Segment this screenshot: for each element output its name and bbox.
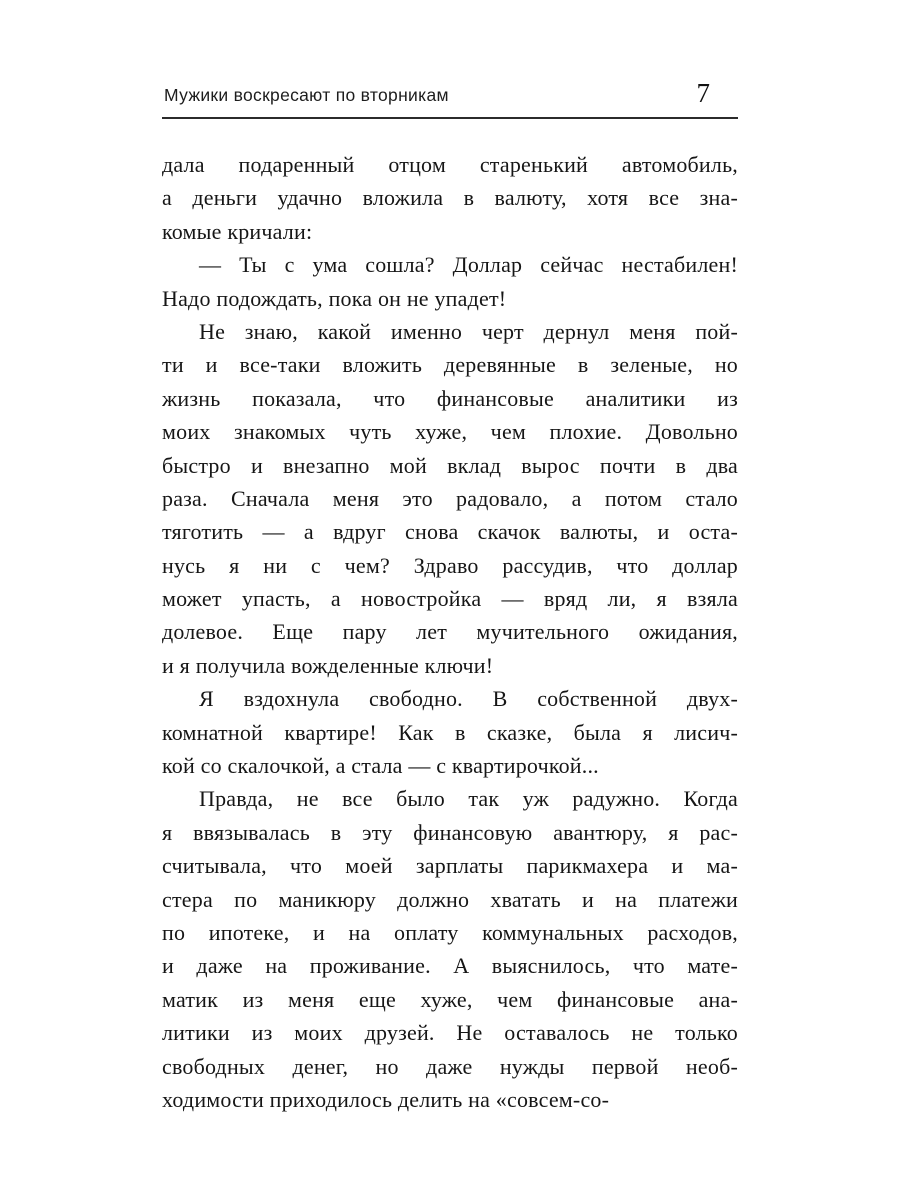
- text-line: Я вздохнула свободно. В собственной двух-: [199, 686, 738, 712]
- paragraph: [162, 148, 738, 248]
- paragraph: [162, 315, 738, 682]
- paragraph: [162, 682, 738, 782]
- page-content: [162, 78, 738, 1116]
- text-line: и я получила вожделенные ключи!: [162, 652, 494, 678]
- text-line: Не знаю, какой именно черт дернул меня пой-: [199, 318, 738, 344]
- text-line: литики из моих друзей. Не оставалось не только: [162, 1020, 738, 1046]
- text-line: стера по маникюру должно хватать и на платежи: [162, 886, 738, 912]
- text-line: кой со скалочкой, а стала — с квартирочкой...: [162, 753, 599, 779]
- paragraph: [162, 248, 738, 315]
- text-line: ходимости приходилось делить на «совсем-со-: [162, 1086, 610, 1112]
- text-line: считывала, что моей зарплаты парикмахера и ма-: [162, 853, 738, 879]
- text-line: дала подаренный отцом старенький автомобиль,: [162, 152, 738, 177]
- paragraph: [162, 782, 738, 1116]
- text-line: тяготить — а вдруг снова скачок валюты, и оста-: [162, 519, 738, 545]
- text-line: может упасть, а новостройка — вряд ли, я взяла: [162, 586, 738, 612]
- text-line: — Ты с ума сошла? Доллар сейчас нестабилен!: [199, 252, 738, 278]
- page-header: [162, 78, 738, 119]
- text-line: ти и все-таки вложить деревянные в зеленые, но: [162, 352, 738, 378]
- text-line: быстро и внезапно мой вклад вырос почти в два: [162, 452, 738, 478]
- text-line: а деньги удачно вложила в валюту, хотя все зна-: [162, 185, 738, 211]
- text-line: и даже на проживание. А выяснилось, что мате-: [162, 953, 738, 979]
- text-line: жизнь показала, что финансовые аналитики из: [162, 385, 738, 411]
- body-text: [162, 148, 738, 1116]
- text-line: нусь я ни с чем? Здраво рассудив, что доллар: [162, 552, 738, 578]
- text-line: Правда, не все было так уж радужно. Когда: [199, 786, 738, 812]
- text-line: свободных денег, но даже нужды первой необ-: [162, 1053, 738, 1079]
- text-line: комые кричали:: [162, 218, 313, 244]
- page-number: 7: [696, 78, 710, 108]
- text-line: раза. Сначала меня это радовало, а потом стало: [162, 485, 738, 511]
- text-line: Надо подождать, пока он не упадет!: [162, 285, 507, 311]
- text-line: по ипотеке, и на оплату коммунальных расходов,: [162, 919, 738, 945]
- text-line: матик из меня еще хуже, чем финансовые ана-: [162, 986, 738, 1012]
- running-title: Мужики воскресают по вторникам: [164, 85, 449, 105]
- text-line: долевое. Еще пару лет мучительного ожидания,: [162, 619, 738, 645]
- text-line: комнатной квартире! Как в сказке, была я лисич-: [162, 719, 738, 745]
- text-line: я ввязывалась в эту финансовую авантюру, я рас-: [162, 819, 738, 845]
- text-line: моих знакомых чуть хуже, чем плохие. Довольно: [162, 419, 738, 445]
